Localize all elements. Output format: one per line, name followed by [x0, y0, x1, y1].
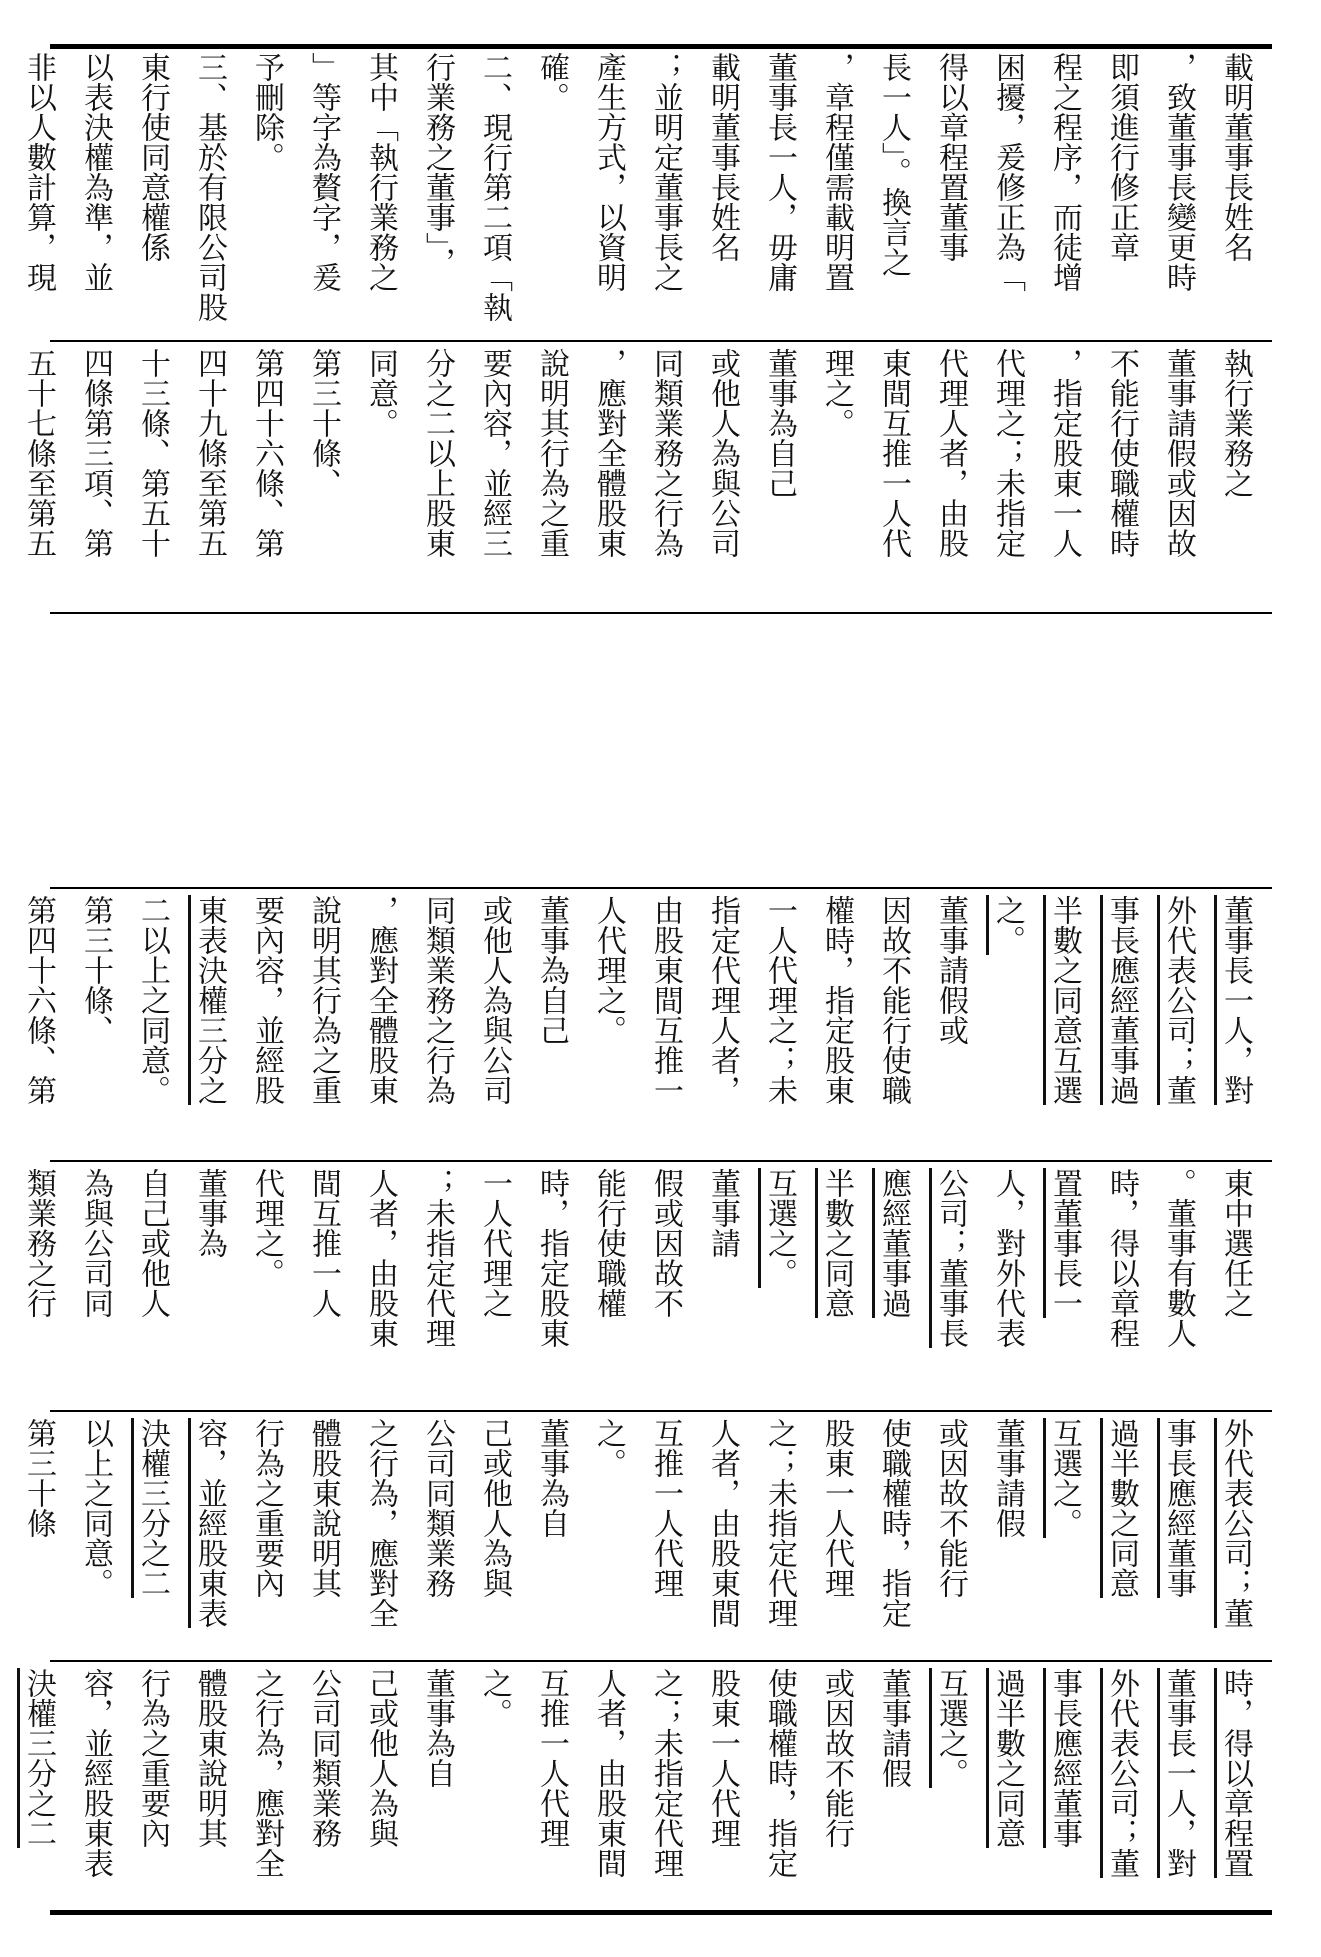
text-line: 董事為自己 [762, 348, 797, 498]
text-line: 互選之。 [762, 1168, 797, 1288]
text-line: 東表決權三分之 [192, 895, 227, 1105]
text-line: 要內容，並經三 [477, 348, 512, 558]
text-line: 時，指定股東 [534, 1168, 569, 1348]
text-line: 同類業務之行為 [648, 348, 683, 558]
text-line: 外代表公司；董 [1161, 895, 1196, 1105]
text-line: 決權三分之二 [21, 1668, 56, 1848]
text-line: 假或因故不 [648, 1168, 683, 1318]
text-line [0, 1418, 10, 1656]
text-line: 第三十條、 [78, 895, 113, 1045]
text-line: 互推一人代理 [648, 1418, 683, 1598]
text-line: 長一人」。換言之 [876, 52, 911, 277]
text-line: 使職權時，指定 [762, 1668, 797, 1878]
text-line: 」等字為贅字，爰 [306, 52, 341, 292]
text-line [0, 348, 10, 608]
text-line: 外代表公司；董 [1218, 1418, 1253, 1628]
text-line: 程之程序，而徒增 [1047, 52, 1082, 292]
text-line: 己或他人為與 [363, 1668, 398, 1848]
upper-column-explanation [21, 52, 1264, 336]
text-line: 困擾，爰修正為「 [990, 52, 1025, 292]
lower-divider-4 [50, 1660, 1272, 1662]
text-line: 董事請假或因故 [1161, 348, 1196, 558]
text-line: 載明董事長姓名 [705, 52, 740, 262]
text-line: 其中「執行業務之 [363, 52, 398, 292]
text-line: 代理人者，由股 [933, 348, 968, 558]
text-line: 因故不能行使職 [876, 895, 911, 1105]
upper-column-current-text [21, 348, 1264, 608]
text-line: 董事請假 [876, 1668, 911, 1788]
text-line: 之。 [591, 1418, 626, 1478]
text-line: 第三十條 [21, 1418, 56, 1538]
text-line: 得以章程置董事 [933, 52, 968, 262]
text-line: 為與公司同 [78, 1168, 113, 1318]
lower-divider-2 [50, 1160, 1272, 1162]
text-line: 或因故不能行 [933, 1418, 968, 1598]
text-line: 之。 [990, 895, 1025, 955]
text-line: 外代表公司；董 [1104, 1668, 1139, 1878]
text-line: 三、基於有限公司股 [192, 52, 227, 322]
text-line: 類業務之行 [21, 1168, 56, 1318]
text-line: 體股東說明其 [192, 1668, 227, 1848]
text-line: 事長應經董事過 [1104, 895, 1139, 1105]
lower-column-3 [21, 1418, 1264, 1656]
text-line: ，應對全體股東 [363, 895, 398, 1105]
text-line: 東行使同意權係 [135, 52, 170, 262]
text-line: 自己或他人 [135, 1168, 170, 1318]
text-line: 事長應經董事 [1047, 1668, 1082, 1848]
text-line: 能行使職權 [591, 1168, 626, 1318]
text-line: 互選之。 [933, 1668, 968, 1788]
text-line: 產生方式，以資明 [591, 52, 626, 292]
text-line: 執行業務之 [1218, 348, 1253, 498]
text-line: 事長應經董事 [1161, 1418, 1196, 1598]
text-line [0, 52, 10, 336]
text-line: 二、現行第二項「執 [477, 52, 512, 322]
text-line: 行為之重要內 [249, 1418, 284, 1598]
text-line: 。董事有數人 [1161, 1168, 1196, 1348]
lower-column-2 [21, 1168, 1264, 1406]
text-line: 董事長一人，對 [1161, 1668, 1196, 1878]
text-line: 人者，由股東間 [591, 1668, 626, 1878]
text-line: ；並明定董事長之 [648, 52, 683, 292]
text-line: 過半數之同意 [990, 1668, 1025, 1848]
text-line: 東中選任之 [1218, 1168, 1253, 1318]
text-line: 公司同類業務 [420, 1418, 455, 1598]
text-line: 行為之重要內 [135, 1668, 170, 1848]
text-line: 董事請假或 [933, 895, 968, 1045]
text-line: 確。 [534, 52, 569, 112]
text-line: 人者，由股東間 [705, 1418, 740, 1628]
text-line [0, 1668, 10, 1906]
text-line: 二以上之同意。 [135, 895, 170, 1105]
text-line: 五十七條至第五 [21, 348, 56, 558]
text-line: 載明董事長姓名 [1218, 52, 1253, 262]
text-line: 要內容，並經股 [249, 895, 284, 1105]
text-line: 股東一人代理 [819, 1418, 854, 1598]
text-line: 即須進行修正章 [1104, 52, 1139, 262]
text-line: 同類業務之行為 [420, 895, 455, 1105]
text-line: ，指定股東一人 [1047, 348, 1082, 558]
text-line: 董事長一人，對 [1218, 895, 1253, 1105]
text-line: 董事為自 [420, 1668, 455, 1788]
text-line: 以表決權為準，並 [78, 52, 113, 292]
text-line: 公司同類業務 [306, 1668, 341, 1848]
text-line: 之行為，應對全 [363, 1418, 398, 1628]
text-line: 過半數之同意 [1104, 1418, 1139, 1598]
text-line: 理之。 [819, 348, 854, 438]
text-line: 東間互推一人代 [876, 348, 911, 558]
text-line: 互選之。 [1047, 1418, 1082, 1538]
text-line: 由股東間互推一 [648, 895, 683, 1105]
text-line: 予刪除。 [249, 52, 284, 172]
text-line: 人者，由股東 [363, 1168, 398, 1348]
text-line: 之。 [477, 1668, 512, 1728]
text-line: 董事長一人，毋庸 [762, 52, 797, 292]
text-line: 之行為，應對全 [249, 1668, 284, 1878]
text-line: 董事為 [192, 1168, 227, 1258]
text-line: 同意。 [363, 348, 398, 438]
text-line: 容，並經股東表 [192, 1418, 227, 1628]
text-line: 權時，指定股東 [819, 895, 854, 1105]
text-line: 體股東說明其 [306, 1418, 341, 1598]
text-line: 說明其行為之重 [534, 348, 569, 558]
text-line: 四十九條至第五 [192, 348, 227, 558]
lower-divider-3 [50, 1410, 1272, 1412]
text-line: 指定代理人者， [705, 895, 740, 1105]
upper-divider-2 [50, 612, 1272, 614]
text-line: 或他人為與公司 [477, 895, 512, 1105]
text-line: 第四十六條、第 [249, 348, 284, 558]
text-line: 董事為自己 [534, 895, 569, 1045]
text-line: ；未指定代理 [420, 1168, 455, 1348]
text-line: 之；未指定代理 [762, 1418, 797, 1628]
upper-divider-1 [50, 340, 1272, 342]
text-line [0, 1168, 10, 1406]
text-line: 或他人為與公司 [705, 348, 740, 558]
text-line: 說明其行為之重 [306, 895, 341, 1105]
text-line: 間互推一人 [306, 1168, 341, 1318]
text-line: 股東一人代理 [705, 1668, 740, 1848]
text-line: 第四十六條、第 [21, 895, 56, 1105]
text-line: 己或他人為與 [477, 1418, 512, 1598]
text-line: 或因故不能行 [819, 1668, 854, 1848]
text-line: 不能行使職權時 [1104, 348, 1139, 558]
text-line: 一人代理之 [477, 1168, 512, 1318]
text-line: ，致董事長變更時 [1161, 52, 1196, 292]
text-line: 置董事長一 [1047, 1168, 1082, 1318]
text-line: 應經董事過 [876, 1168, 911, 1318]
text-line: 董事請假 [990, 1418, 1025, 1538]
text-line: 第三十條、 [306, 348, 341, 498]
text-line: 非以人數計算，現 [21, 52, 56, 292]
text-line: 時，得以章程 [1104, 1168, 1139, 1348]
text-line: 之；未指定代理 [648, 1668, 683, 1878]
text-line: 董事為自 [534, 1418, 569, 1538]
text-line: 人，對外代表 [990, 1168, 1025, 1348]
text-line: 時，得以章程置 [1218, 1668, 1253, 1878]
text-line: 一人代理之；未 [762, 895, 797, 1105]
text-line: 容，並經股東表 [78, 1668, 113, 1878]
lower-column-1 [21, 895, 1264, 1157]
text-line: ，應對全體股東 [591, 348, 626, 558]
text-line: 半數之同意互選 [1047, 895, 1082, 1105]
text-line: 分之二以上股東 [420, 348, 455, 558]
text-line: 使職權時，指定 [876, 1418, 911, 1628]
lower-divider-1 [50, 887, 1272, 889]
text-line: 董事請 [705, 1168, 740, 1258]
text-line: 十三條、第五十 [135, 348, 170, 558]
text-line: ，章程僅需載明置 [819, 52, 854, 292]
text-line: 代理之。 [249, 1168, 284, 1288]
top-rule [50, 44, 1272, 49]
text-line [0, 895, 10, 1157]
text-line: 公司；董事長 [933, 1168, 968, 1348]
text-line: 以上之同意。 [78, 1418, 113, 1598]
text-line: 四條第三項、第 [78, 348, 113, 558]
text-line: 行業務之董事」， [420, 52, 455, 277]
lower-column-4 [21, 1668, 1264, 1906]
bottom-rule [50, 1910, 1272, 1915]
text-line: 代理之；未指定 [990, 348, 1025, 558]
text-line: 人代理之。 [591, 895, 626, 1045]
text-line: 半數之同意 [819, 1168, 854, 1318]
text-line: 決權三分之二 [135, 1418, 170, 1598]
text-line: 互推一人代理 [534, 1668, 569, 1848]
